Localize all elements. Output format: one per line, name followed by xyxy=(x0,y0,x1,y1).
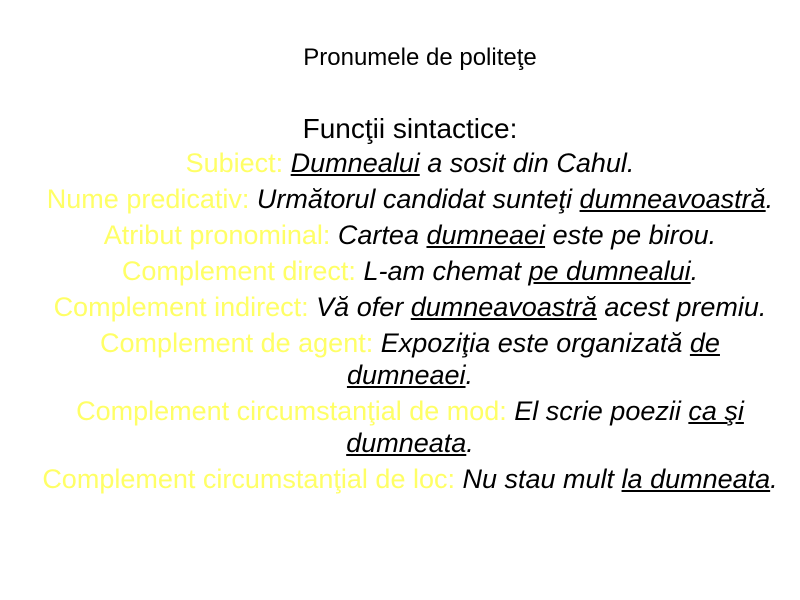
list-item-direct-object xyxy=(40,255,780,287)
item-label: Atribut pronominal: xyxy=(103,220,338,250)
item-label: Complement circumstanţial de loc: xyxy=(42,464,463,494)
item-example-post: acest premiu. xyxy=(596,292,767,322)
list-item-subject xyxy=(40,147,780,179)
item-label: Complement direct: xyxy=(121,256,364,286)
item-example-pre: Vă ofer xyxy=(316,292,411,322)
item-example-pre: El scrie poezii xyxy=(514,396,689,426)
list-item-agent xyxy=(40,327,780,391)
item-example-underlined: dumneavoastră xyxy=(579,184,766,214)
slide-content xyxy=(40,112,780,495)
item-example-underlined: pe dumnealui xyxy=(528,256,691,286)
item-example-pre: Cartea xyxy=(337,220,427,250)
list-item-manner xyxy=(40,395,780,459)
item-label: Nume predicativ: xyxy=(46,184,257,214)
list-item-indirect-object xyxy=(40,291,780,323)
item-example-underlined: dumneaei xyxy=(426,220,546,250)
item-label: Complement de agent: xyxy=(100,328,381,358)
item-label: Complement circumstanţial de mod: xyxy=(76,396,515,426)
slide-title: Pronumele de politeţe xyxy=(303,44,537,71)
item-example-pre: L-am chemat xyxy=(363,256,529,286)
item-label: Subiect: xyxy=(185,148,291,178)
item-example-pre: Expoziţia este organizată xyxy=(380,328,690,358)
item-example-underlined: Dumnealui xyxy=(290,148,420,178)
item-example-underlined: dumneavoastră xyxy=(410,292,597,322)
item-label: Complement indirect: xyxy=(53,292,317,322)
item-example-post: . xyxy=(690,256,699,286)
section-heading: Funcţii sintactice: xyxy=(302,113,518,144)
item-example-post: a sosit din Cahul. xyxy=(419,148,635,178)
item-example-post: . xyxy=(770,464,778,494)
item-example-pre: Următorul candidat sunteţi xyxy=(256,184,580,214)
item-example-underlined: la dumneata xyxy=(621,464,771,494)
list-item-place xyxy=(40,463,780,495)
item-example-post: este pe birou. xyxy=(545,220,717,250)
item-example-underlined: ca şi dumneata xyxy=(346,396,744,458)
item-example-post: . xyxy=(466,428,474,458)
item-example-pre: Nu stau mult xyxy=(462,464,622,494)
item-example-underlined: de dumneaei xyxy=(346,328,720,390)
list-item-attribute xyxy=(40,219,780,251)
item-example-post: . xyxy=(465,360,474,390)
list-item-predicative xyxy=(40,183,780,215)
item-example-post: . xyxy=(765,184,774,214)
